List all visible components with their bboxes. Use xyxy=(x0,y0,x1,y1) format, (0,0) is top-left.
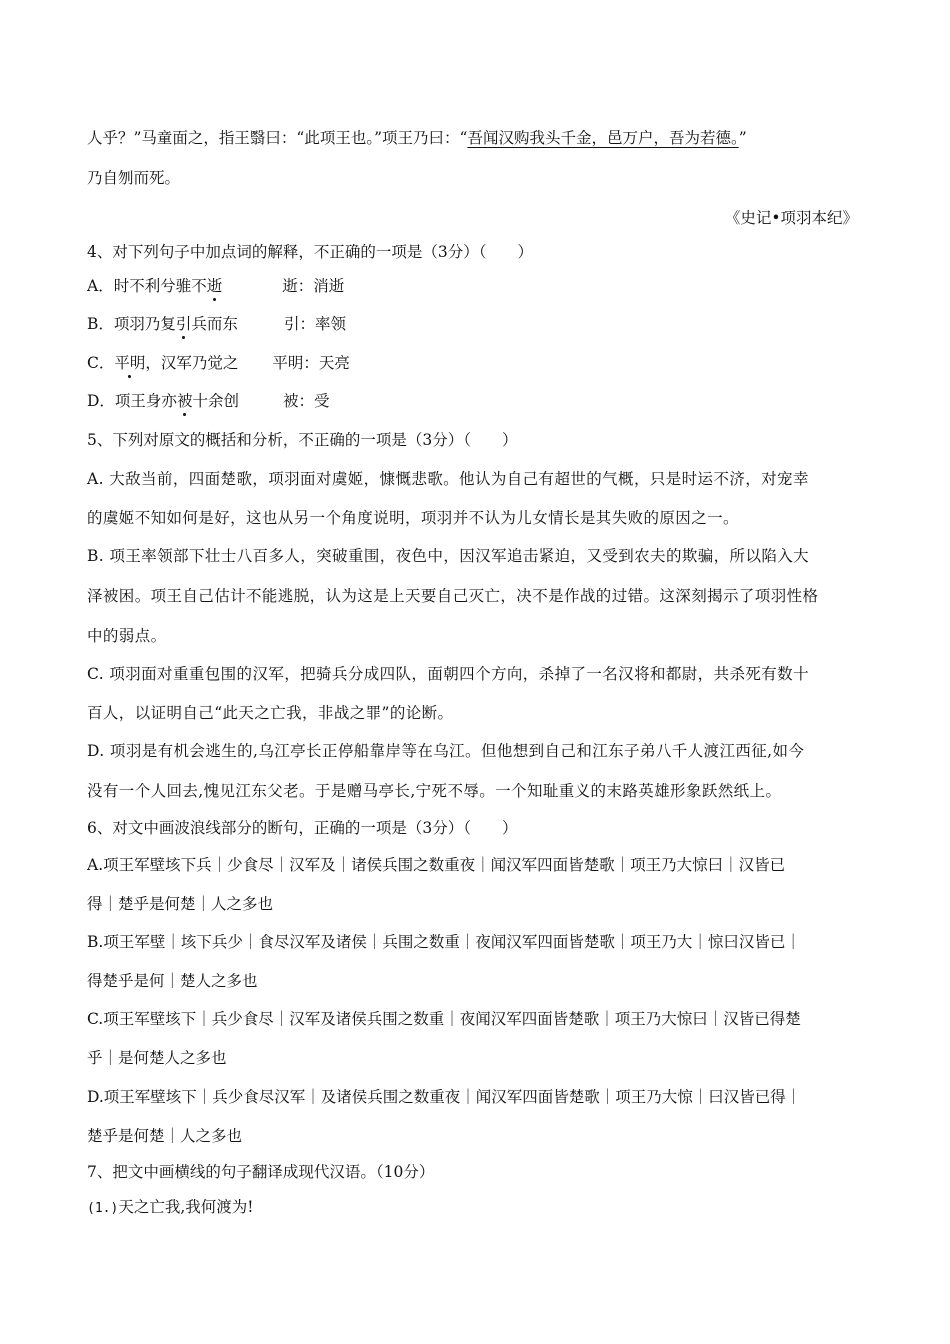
passage-line-2: 乃自刎而死。 xyxy=(87,169,181,187)
question-4-stem: 4、对下列句子中加点词的解释，不正确的一项是（3分）（ ） xyxy=(87,243,533,261)
q5-line: D. 项羽是有机会逃生的,乌江亭长正停船靠岸等在乌江。但他想到自己和江东子弟八千人渡江西征,如今 xyxy=(87,742,805,760)
option-text: D．项王身亦 xyxy=(87,392,177,410)
underlined-sentence: 吾闻汉购我头千金，邑万户，吾为若德。 xyxy=(467,129,739,147)
option-text: C． xyxy=(87,354,115,372)
q5-line: 没有一个人回去,愧见江东父老。于是赠马亭长,宁死不辱。一个知耻重义的末路英雄形象跃然纸上。 xyxy=(87,782,782,800)
item-text: 天之亡我,我何渡为! xyxy=(118,1198,254,1216)
passage-source: 《史记•项羽本纪》 xyxy=(724,209,858,227)
dotted-word: 引 xyxy=(175,315,192,333)
q5-line: 泽被困。项王自己估计不能逃脱，认为这是上天要自己灭亡，决不是作战的过错。这深刻揭示了项羽性格 xyxy=(87,587,819,605)
q5-line: A. 大敌当前，四面楚歌，项羽面对虞姬，慷慨悲歌。他认为自己有超世的气概，只是时运不济，对宠幸 xyxy=(87,470,809,488)
option-gloss: 引：率领 xyxy=(283,315,346,333)
q7-item-1 xyxy=(87,1197,253,1219)
q5-line: 的虞姬不知如何是好，这也从另一个角度说明，项羽并不认为儿女情长是其失败的原因之一。 xyxy=(87,509,739,527)
question-7-stem: 7、把文中画横线的句子翻译成现代汉语。（10分） xyxy=(87,1163,435,1181)
q6-line: B.项王军壁｜垓下兵少｜食尽汉军及诸侯｜兵围之数重｜夜闻汉军四面皆楚歌｜项王乃大｜惊曰汉皆已｜ xyxy=(87,933,801,951)
option-text: ，汉军乃觉之 xyxy=(145,354,239,372)
q6-line: 楚乎是何楚｜人之多也 xyxy=(87,1127,243,1145)
q5-line: 中的弱点。 xyxy=(87,627,167,645)
q6-line: 乎｜是何楚人之多也 xyxy=(87,1049,227,1067)
option-gloss: 平明：天亮 xyxy=(272,354,350,372)
q6-line: C.项王军壁垓下｜兵少食尽｜汉军及诸侯兵围之数重｜夜闻汉军四面皆楚歌｜项王乃大惊曰｜汉皆已得楚 xyxy=(87,1010,801,1028)
passage-text: 人乎？”马童面之，指王翳曰：“此项王也。”项王乃曰：“ xyxy=(87,129,468,147)
dotted-word: 平明 xyxy=(114,354,146,372)
dotted-word: 被 xyxy=(176,392,193,410)
option-text: 兵而东 xyxy=(191,315,238,333)
question-6-stem: 6、对文中画波浪线部分的断句，正确的一项是（3分）（ ） xyxy=(87,819,518,837)
passage-text-end: ” xyxy=(738,129,747,147)
option-text: B．项羽乃复 xyxy=(87,315,176,333)
q6-line: D.项王军壁垓下｜兵少食尽汉军｜及诸侯兵围之数重夜｜闻汉军四面皆楚歌｜项王乃大惊｜曰汉皆已得｜ xyxy=(87,1088,802,1106)
q4-option-c xyxy=(87,353,350,373)
q5-line: 百人，以证明自己“此天之亡我，非战之罪”的论断。 xyxy=(87,704,454,722)
option-gloss: 被：受 xyxy=(282,392,330,410)
item-number: (1.) xyxy=(87,1201,119,1216)
question-5-stem: 5、下列对原文的概括和分析，不正确的一项是（3分）（ ） xyxy=(87,431,518,449)
dotted-word: 逝 xyxy=(206,277,223,295)
q4-option-d xyxy=(87,391,329,411)
q6-line: A.项王军壁垓下兵｜少食尽｜汉军及｜诸侯兵围之数重夜｜闻汉军四面皆楚歌｜项王乃大惊曰｜汉皆已 xyxy=(87,856,786,874)
q5-line: B. 项王率领部下壮士八百多人，突破重围，夜色中，因汉军追击紧迫，又受到农夫的欺骗，所以陷入大 xyxy=(87,547,810,565)
q4-option-b xyxy=(87,314,346,334)
q5-line: C. 项羽面对重重包围的汉军，把骑兵分成四队，面朝四个方向，杀掉了一名汉将和都尉，共杀死有数十 xyxy=(87,665,809,683)
option-text: A．时不利兮骓不 xyxy=(87,277,207,295)
q4-option-a xyxy=(87,276,344,296)
option-text: 十余创 xyxy=(192,392,239,410)
option-gloss: 逝：消逝 xyxy=(282,277,345,295)
q6-line: 得｜楚乎是何楚｜人之多也 xyxy=(87,895,274,913)
q6-line: 得楚乎是何｜楚人之多也 xyxy=(87,972,258,990)
passage-line-1 xyxy=(87,128,747,148)
